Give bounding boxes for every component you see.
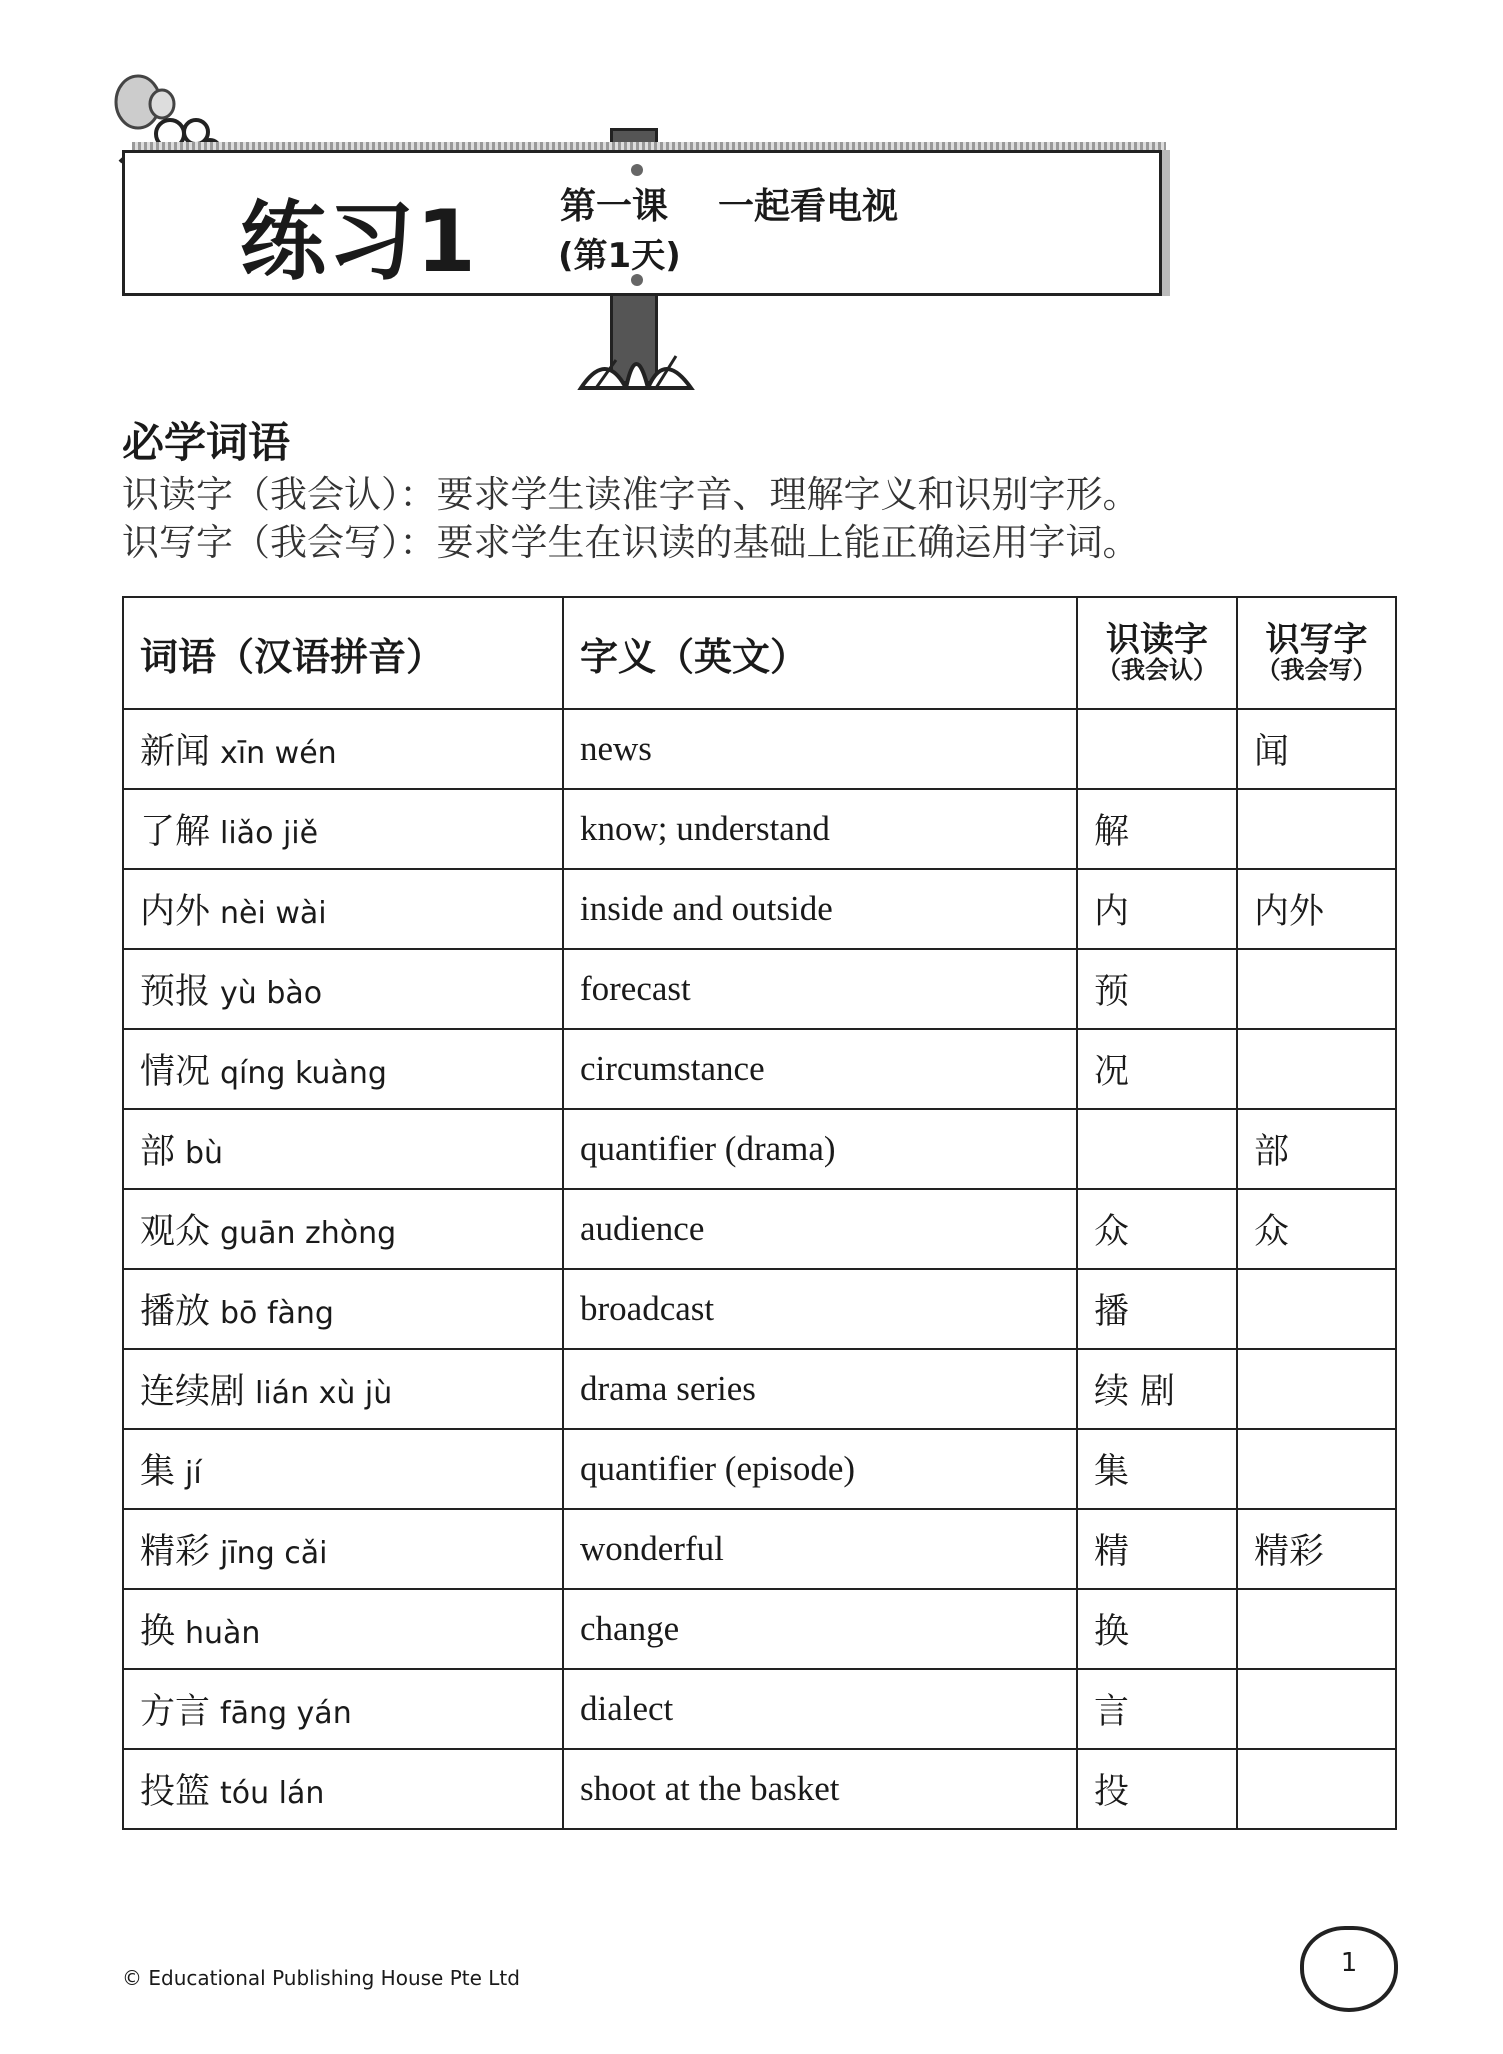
word-cell <box>123 1109 563 1189</box>
word-pinyin: bō fàng <box>220 1296 334 1331</box>
word-pinyin: lián xù jù <box>255 1376 393 1411</box>
header-read <box>1077 597 1237 709</box>
word-hanzi: 情况 <box>140 1052 211 1092</box>
word-cell <box>123 1029 563 1109</box>
meaning-cell: know; understand <box>563 789 1077 869</box>
word-pinyin: guān zhòng <box>220 1216 397 1251</box>
word-pinyin: jí <box>185 1456 202 1491</box>
meaning-cell: dialect <box>563 1669 1077 1749</box>
write-char-cell <box>1237 1349 1396 1429</box>
header-write-sub: （我会写） <box>1256 656 1377 685</box>
word-cell <box>123 789 563 869</box>
read-char-cell: 言 <box>1077 1669 1237 1749</box>
grass-icon <box>576 330 696 390</box>
intro-line-read: 识读字（我会认）：要求学生读准字音、理解字义和识别字形。 <box>122 473 1140 516</box>
read-char-cell: 况 <box>1077 1029 1237 1109</box>
table-row <box>123 709 1396 789</box>
header-read-sub: （我会认） <box>1097 656 1217 685</box>
word-hanzi: 投篮 <box>140 1772 211 1812</box>
word-hanzi: 预报 <box>140 972 211 1012</box>
meaning-cell: circumstance <box>563 1029 1077 1109</box>
header-word: 词语（汉语拼音） <box>123 597 563 709</box>
write-char-cell <box>1237 789 1396 869</box>
table-row <box>123 1589 1396 1669</box>
word-hanzi: 播放 <box>140 1292 211 1332</box>
read-char-cell: 续 剧 <box>1077 1349 1237 1429</box>
word-hanzi: 换 <box>140 1612 176 1652</box>
meaning-cell: quantifier (drama) <box>563 1109 1077 1189</box>
table-row <box>123 949 1396 1029</box>
word-pinyin: fāng yán <box>220 1696 352 1731</box>
table-row <box>123 1349 1396 1429</box>
vocabulary-table <box>122 596 1397 1830</box>
table-row <box>123 789 1396 869</box>
word-hanzi: 了解 <box>140 812 211 852</box>
word-cell <box>123 949 563 1029</box>
word-hanzi: 连续剧 <box>140 1372 246 1412</box>
word-pinyin: jīng cǎi <box>220 1536 328 1571</box>
table-row <box>123 1029 1396 1109</box>
read-char-cell <box>1077 1109 1237 1189</box>
word-cell <box>123 709 563 789</box>
sign-nail <box>631 164 643 176</box>
word-hanzi: 精彩 <box>140 1532 211 1572</box>
meaning-cell: change <box>563 1589 1077 1669</box>
table-header-row <box>123 597 1396 709</box>
header-read-title: 识读字 <box>1106 619 1208 660</box>
word-cell <box>123 1509 563 1589</box>
read-char-cell: 播 <box>1077 1269 1237 1349</box>
section-title: 必学词语 <box>122 418 291 467</box>
word-hanzi: 观众 <box>140 1212 211 1252</box>
word-hanzi: 方言 <box>140 1692 211 1732</box>
write-char-cell: 内外 <box>1237 869 1396 949</box>
word-pinyin: qíng kuàng <box>220 1056 387 1091</box>
word-cell <box>123 1349 563 1429</box>
word-cell <box>123 1749 563 1829</box>
read-char-cell: 精 <box>1077 1509 1237 1589</box>
write-char-cell <box>1237 1589 1396 1669</box>
word-cell <box>123 1669 563 1749</box>
word-cell <box>123 869 563 949</box>
table-row <box>123 1669 1396 1749</box>
word-pinyin: tóu lán <box>220 1776 325 1811</box>
word-pinyin: xīn wén <box>220 736 337 771</box>
write-char-cell <box>1237 1669 1396 1749</box>
word-hanzi: 新闻 <box>140 732 211 772</box>
read-char-cell <box>1077 709 1237 789</box>
word-pinyin: yù bào <box>220 976 323 1011</box>
meaning-cell: drama series <box>563 1349 1077 1429</box>
read-char-cell: 预 <box>1077 949 1237 1029</box>
read-char-cell: 集 <box>1077 1429 1237 1509</box>
write-char-cell: 精彩 <box>1237 1509 1396 1589</box>
day-label: (第1天) <box>558 236 681 276</box>
header-write <box>1237 597 1396 709</box>
word-hanzi: 集 <box>140 1452 176 1492</box>
word-cell <box>123 1589 563 1669</box>
write-char-cell <box>1237 949 1396 1029</box>
meaning-cell: broadcast <box>563 1269 1077 1349</box>
intro-line-write: 识写字（我会写）：要求学生在识读的基础上能正确运用字词。 <box>122 521 1140 564</box>
word-hanzi: 内外 <box>140 892 211 932</box>
meaning-cell: inside and outside <box>563 869 1077 949</box>
header-meaning: 字义（英文） <box>563 597 1077 709</box>
table-row <box>123 1749 1396 1829</box>
read-char-cell: 内 <box>1077 869 1237 949</box>
write-char-cell <box>1237 1029 1396 1109</box>
copyright-text: © Educational Publishing House Pte Ltd <box>122 1966 520 1990</box>
word-cell <box>123 1189 563 1269</box>
write-char-cell <box>1237 1429 1396 1509</box>
table-row <box>123 1269 1396 1349</box>
table-row <box>123 1509 1396 1589</box>
table-row <box>123 1189 1396 1269</box>
write-char-cell: 部 <box>1237 1109 1396 1189</box>
write-char-cell: 众 <box>1237 1189 1396 1269</box>
word-pinyin: nèi wài <box>220 896 327 931</box>
meaning-cell: news <box>563 709 1077 789</box>
word-cell <box>123 1269 563 1349</box>
write-char-cell <box>1237 1749 1396 1829</box>
page-number: 1 <box>1340 1948 1358 1978</box>
read-char-cell: 投 <box>1077 1749 1237 1829</box>
table-row <box>123 869 1396 949</box>
read-char-cell: 换 <box>1077 1589 1237 1669</box>
lesson-number: 第一课 <box>560 186 669 227</box>
word-pinyin: liǎo jiě <box>220 816 319 851</box>
meaning-cell: quantifier (episode) <box>563 1429 1077 1509</box>
word-pinyin: bù <box>185 1136 224 1171</box>
read-char-cell: 解 <box>1077 789 1237 869</box>
vocabulary-body <box>123 709 1396 1829</box>
table-row <box>123 1109 1396 1189</box>
table-row <box>123 1429 1396 1509</box>
read-char-cell: 众 <box>1077 1189 1237 1269</box>
exercise-title: 练习1 <box>240 192 478 292</box>
word-hanzi: 部 <box>140 1132 176 1172</box>
header-write-title: 识写字 <box>1265 619 1368 660</box>
meaning-cell: wonderful <box>563 1509 1077 1589</box>
lesson-name: 一起看电视 <box>718 186 899 227</box>
meaning-cell: audience <box>563 1189 1077 1269</box>
word-pinyin: huàn <box>185 1616 261 1651</box>
write-char-cell: 闻 <box>1237 709 1396 789</box>
meaning-cell: forecast <box>563 949 1077 1029</box>
word-cell <box>123 1429 563 1509</box>
meaning-cell: shoot at the basket <box>563 1749 1077 1829</box>
write-char-cell <box>1237 1269 1396 1349</box>
